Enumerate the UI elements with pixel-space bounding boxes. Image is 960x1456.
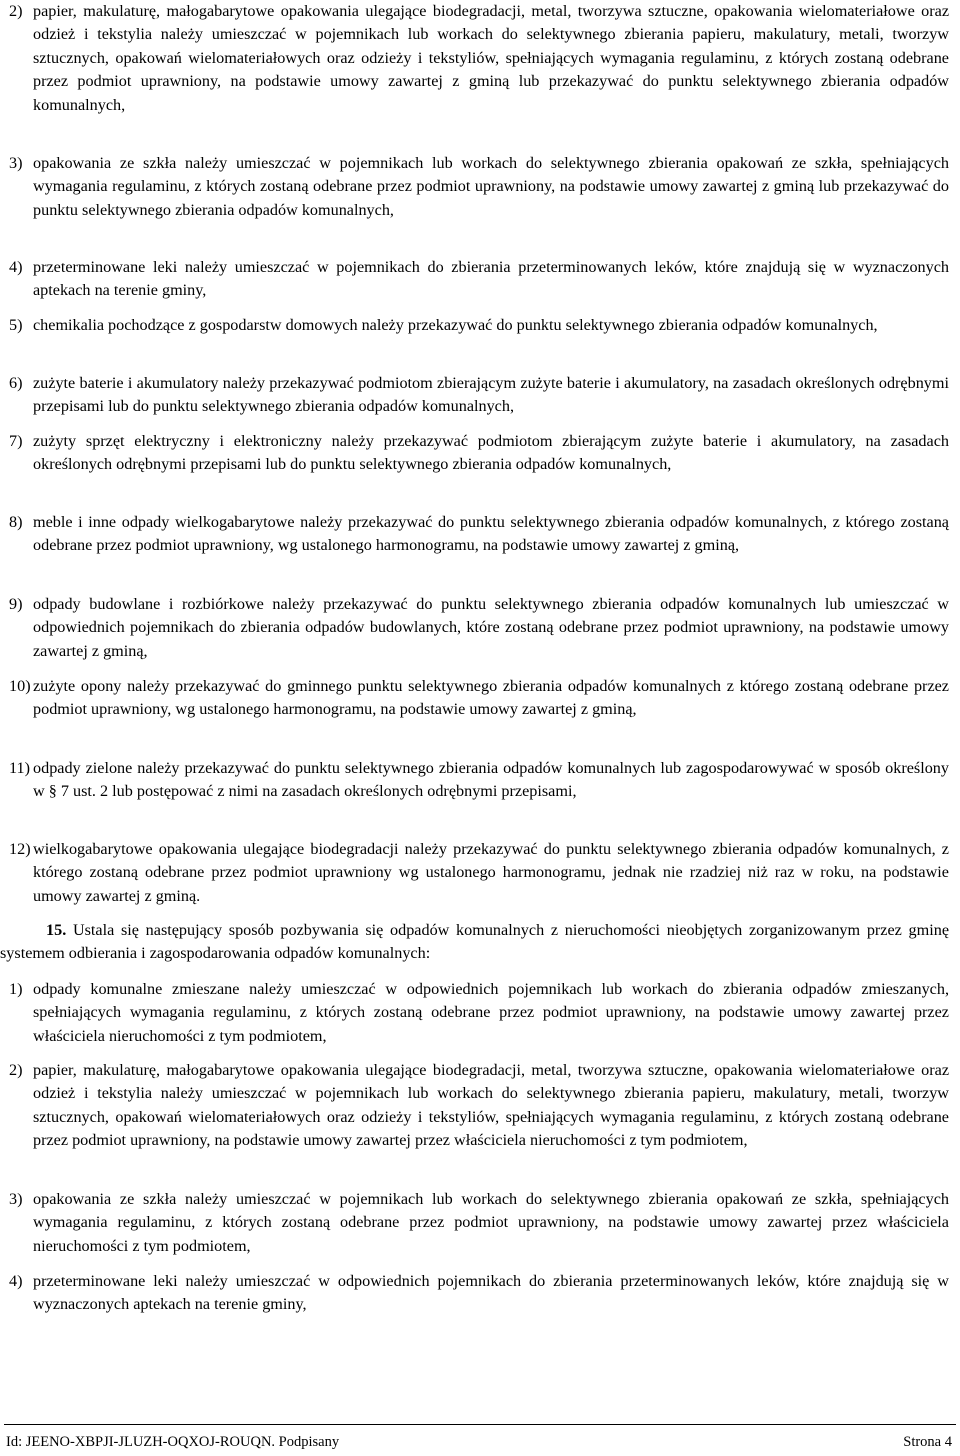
list-item	[9, 256, 949, 303]
list-item	[9, 675, 949, 722]
list-item-number: 3)	[9, 1190, 23, 1208]
list-item-text: chemikalia pochodzące z gospodarstw domowych należy przekazywać do punktu selektywnego zbierania odpadów komunalnych,	[33, 316, 878, 334]
list-item-text: przeterminowane leki należy umieszczać w odpowiednich pojemnikach do zbierania przeterminowanych leków, które znajdują się w wyznaczonych aptekach na terenie gminy,	[33, 1272, 949, 1314]
list-item	[9, 1188, 949, 1258]
list-item-text: zużyte opony należy przekazywać do gminnego punktu selektywnego zbierania odpadów komunalnych z którego zostaną odebrane przez podmiot uprawniony, wg ustalonego harmonogramu, na podstawie umowy zawartej z gminą,	[33, 677, 949, 719]
list-item-number: 11)	[9, 759, 30, 777]
list-item	[9, 1270, 949, 1317]
list-item	[9, 152, 949, 222]
list-item-text: meble i inne odpady wielkogabarytowe należy przekazywać do punktu selektywnego zbierania odpadów komunalnych, z którego zostaną odebrane przez podmiot uprawniony, wg ustalonego harmonogramu, na podstawie umowy zawartej z gminą,	[33, 513, 949, 555]
list-item-text: opakowania ze szkła należy umieszczać w pojemnikach lub workach do selektywnego zbierania opakowań ze szkła, spełniających wymagania regulaminu, z których zostaną odebrane przez podmiot uprawniony, na podstawie umowy zawartej przez właściciela nieruchomości z tym podmiotem,	[33, 1190, 949, 1255]
list-item-number: 4)	[9, 258, 23, 276]
list-item	[9, 757, 949, 804]
list-item	[9, 430, 949, 477]
list-item	[9, 1059, 949, 1153]
document-id: Id: JEENO-XBPJI-JLUZH-OQXOJ-ROUQN. Podpisany	[6, 1434, 340, 1450]
list-item	[9, 838, 949, 908]
list-item-text: papier, makulaturę, małogabarytowe opakowania ulegające biodegradacji, metal, tworzywa sztuczne, opakowania wielomateriałowe oraz odzież i tekstylia należy umieszczać w pojemnikach lub workach do selektywnego zbierania papieru, makulatury, metali, tworzyw sztucznych, opakowań wielomateriałowych oraz odzieży i tekstyliów, spełniających wymagania regulaminu, z których zostaną odebrane przez podmiot uprawniony, na podstawie umowy zawartej z gminą lub przekazywać do punktu selektywnego zbierania odpadów komunalnych,	[33, 2, 949, 114]
list-item-text: wielkogabarytowe opakowania ulegające biodegradacji należy przekazywać do punktu selektywnego zbierania odpadów komunalnych, z którego zostaną odebrane przez podmiot uprawniony wg ustalonego harmonogramu, jednak nie rzadziej niż raz w roku, na podstawie umowy zawartej z gminą.	[33, 840, 949, 905]
list-item-text: odpady budowlane i rozbiórkowe należy przekazywać do punktu selektywnego zbierania odpadów komunalnych lub umieszczać w odpowiednich pojemnikach do zbierania odpadów budowlanych, które zostaną odebrane przez podmiot uprawniony, na podstawie umowy zawartej z gminą,	[33, 595, 949, 660]
footer-divider	[4, 1424, 956, 1425]
list-item-number: 10)	[9, 677, 31, 695]
list-item-text: odpady komunalne zmieszane należy umieszczać w odpowiednich pojemnikach lub workach do zbierania odpadów zmieszanych, spełniających wymagania regulaminu, z których zostaną odebrane przez podmiot uprawniony, na podstawie umowy zawartej przez właściciela nieruchomości z tym podmiotem,	[33, 980, 949, 1045]
list-item-number: 8)	[9, 513, 23, 531]
list-item-number: 2)	[9, 2, 23, 20]
list-item	[9, 372, 949, 419]
list-item-text: odpady zielone należy przekazywać do punktu selektywnego zbierania odpadów komunalnych lub zagospodarowywać w sposób określony w § 7 ust. 2 lub postępować z nimi na zasadach określonych odrębnymi przepisami,	[33, 759, 949, 801]
page-number: Strona 4	[903, 1434, 952, 1450]
list-item-number: 7)	[9, 432, 23, 450]
list-item	[9, 0, 949, 117]
list-item	[9, 593, 949, 663]
list-item-number: 2)	[9, 1061, 23, 1079]
list-item	[9, 511, 949, 558]
section-text: Ustala się następujący sposób pozbywania się odpadów komunalnych z nieruchomości nieobjętych zorganizowanym przez gminę systemem odbierania i zagospodarowania odpadów komunalnych:	[0, 921, 950, 963]
list-item-number: 9)	[9, 595, 23, 613]
list-item-number: 6)	[9, 374, 23, 392]
list-item-text: papier, makulaturę, małogabarytowe opakowania ulegające biodegradacji, metal, tworzywa sztuczne, opakowania wielomateriałowe oraz odzież i tekstylia należy umieszczać w pojemnikach lub workach do selektywnego zbierania papieru, makulatury, metali, tworzyw sztucznych, opakowań wielomateriałowych oraz odzieży i tekstyliów, spełniających wymagania regulaminu, z których zostaną odebrane przez podmiot uprawniony, na podstawie umowy zawartej przez właściciela nieruchomości z tym podmiotem,	[33, 1061, 949, 1150]
list-item-text: opakowania ze szkła należy umieszczać w pojemnikach lub workach do selektywnego zbierania opakowań ze szkła, spełniających wymagania regulaminu, z których zostaną odebrane przez podmiot uprawniony, na podstawie umowy zawartej z gminą lub przekazywać do punktu selektywnego zbierania odpadów komunalnych,	[33, 154, 949, 219]
list-item-text: przeterminowane leki należy umieszczać w pojemnikach do zbierania przeterminowanych leków, które znajdują się w wyznaczonych aptekach na terenie gminy,	[33, 258, 949, 300]
list-item-number: 5)	[9, 316, 23, 334]
list-item-number: 12)	[9, 840, 31, 858]
section-paragraph	[0, 919, 949, 966]
list-item-text: zużyte baterie i akumulatory należy przekazywać podmiotom zbierającym zużyte baterie i akumulatory, na zasadach określonych odrębnymi przepisami lub do punktu selektywnego zbierania odpadów komunalnych,	[33, 374, 949, 416]
section-number: 15.	[46, 921, 67, 939]
list-item-number: 4)	[9, 1272, 23, 1290]
list-item-number: 1)	[9, 980, 23, 998]
list-item	[9, 978, 949, 1048]
list-item-text: zużyty sprzęt elektryczny i elektroniczny należy przekazywać podmiotom zbierającym zużyte baterie i akumulatory, na zasadach określonych odrębnymi przepisami lub do punktu selektywnego zbierania odpadów komunalnych,	[33, 432, 949, 474]
list-item-number: 3)	[9, 154, 23, 172]
list-item	[9, 314, 949, 337]
